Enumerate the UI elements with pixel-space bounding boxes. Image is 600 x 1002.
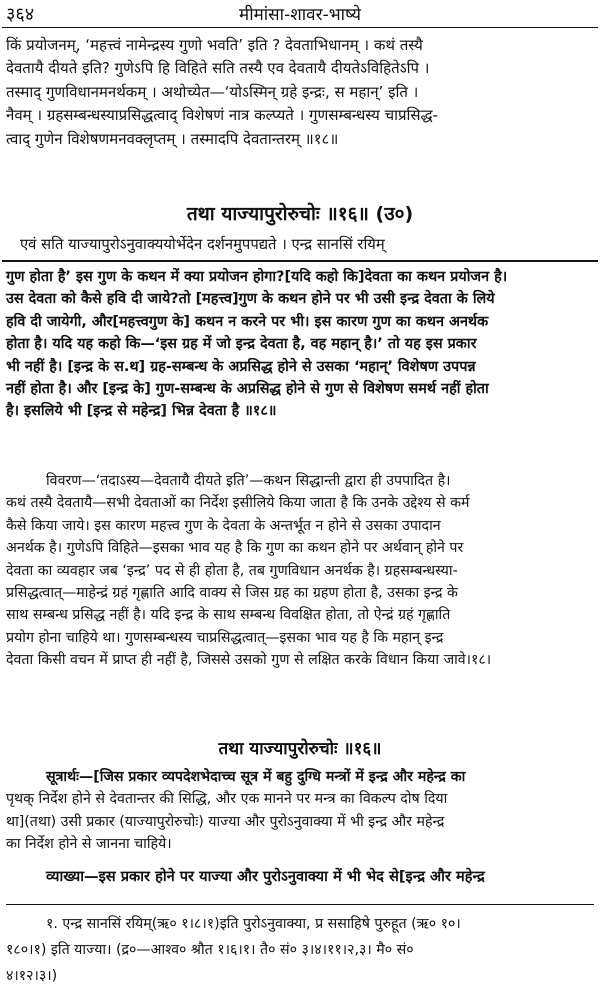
footnote-block [6,914,592,986]
footnote-line: १८०।१) इति याज्या। (द्र०—आश्व० श्रौत १।६।१। तै० सं० ३।४।११।२,३। मै० सं० [6,942,414,958]
translation-line: हवि दी जायेगी, और[महत्त्वगुण के] कथन न करने पर भी। इस कारण गुण का कथन अनर्थक [6,313,489,330]
sutra-repeat-heading: तथा याज्यापुरोरुचोः ॥१६॥ [218,739,382,759]
sanskrit-line: किं प्रयोजनम्, ‘महत्त्वं नामेन्द्रस्य गुणो भवति’ इति ? देवताभिधानम् । कथं तस्यै [6,36,423,54]
sutrartha-line: का निर्देश होने से जानना चाहिये। [6,836,172,853]
translation-line: गुण होता है’ इस गुण के कथन में क्या प्रयोजन होगा?[यदि कहो कि]देवता का कथन प्रयोजन है। [6,269,508,285]
sutra-heading: तथा याज्यापुरोरुचोः ॥१६॥ (उ०) [186,203,414,225]
vivarana-line: विवरण—‘तदाऽस्य—देवतायै दीयते इति’—कथन सिद्धान्ती द्वारा ही उपपादित है। [46,473,451,489]
running-title: मीमांसा-शावर-भाष्ये [239,5,361,25]
sanskrit-line: देवतायै दीयते इति? गुणेऽपि हि विहिते सति तस्यै एव देवतायै दीयतेऽविहितेऽपि । [6,59,430,78]
vivarana-line: कैसे किया जाये। इस कारण महत्त्व गुण के देवता के अन्तर्भूत न होने से उसका उपादान [6,517,441,534]
vivarana-line: साथ सम्बन्ध प्रसिद्ध नहीं है। यदि इन्द्र के साथ सम्बन्ध विवक्षित होता, तो ऐन्द्रं ग्रहं गृह्णाति [6,607,451,624]
hindi-translation-block [6,266,592,423]
sutrartha-block [6,766,592,856]
section-rule [2,260,598,262]
vivarana-line: देवता किसी वचन में प्राप्त ही नहीं है, जिससे उसको गुण से लक्षित करके विधान किया जावे।१८। [6,652,492,669]
vivarana-line: देवता का व्यवहार जब ‘इन्द्र’ पद से ही होता है, तब गुणविधान अनर्थक है। ग्रहसम्बन्धस्या- [6,562,458,579]
sutrartha-line: पृथक् निर्देश होने से देवतान्तर की सिद्धि, और एक मानने पर मन्त्र का विकल्प दोष दिया [6,791,448,808]
sutrartha-line: था](तथा) उसी प्रकार (याज्यापुरोरुचोः) याज्या और पुरोऽनुवाक्या में भी इन्द्र और महेन्द्र [6,813,445,830]
page-number: ३६४ [6,4,35,25]
sutra-bhashya-line: एवं सति याज्यापुरोऽनुवाक्ययोर्भेदेन दर्शनमुपपद्यते । एन्द्र सानसिं रयिम् [20,236,385,253]
translation-line: होता है। यदि यह कहो कि—‘इस ग्रह में जो इन्द्र देवता है, वह महान् है।’ तो यह इस प्रकार [6,336,477,353]
translation-line: नहीं होता है। और [इन्द्र के] गुण-सम्बन्ध के अप्रसिद्ध होने से गुण से विशेषण समर्थ नहीं होता [6,381,489,398]
page-header [0,0,600,26]
footnote-line: ४।१२।३।) [6,968,58,984]
sanskrit-line: तस्माद् गुणविधानमनर्थकम् । अथोच्येत—‘योऽस्मिन् ग्रहे इन्द्रः, स महान्’ इति । [6,82,419,101]
sanskrit-line: नैवम् । ग्रहसम्बन्धस्याप्रसिद्धत्वाद् विशेषणं नात्र कल्प्यते । गुणसम्बन्धस्य चाप्रसिद्ध- [6,106,438,125]
footnote-line: १. एन्द्र सानसिं रयिम्(ऋ० १।८।१)इति पुरोऽनुवाक्या, प्र ससाहिषे पुरुहूत (ऋ० १०। [46,916,461,932]
vivarana-line: प्रयोग होना चाहिये था। गुणसम्बन्धस्य चाप्रसिद्धत्वात्—इसका भाव यह है कि महान् इन्द्र [6,629,444,646]
vivarana-line: अनर्थक है। गुणेऽपि विहिते—इसका भाव यह है कि गुण का कथन होने पर अर्थवान् होने पर [6,540,464,557]
header-rule [2,27,598,28]
translation-line: उस देवता को कैसे हवि दी जाये?तो [महत्त्व]गुण के कथन होने पर भी उसी इन्द्र देवता के लिये [6,291,495,308]
sanskrit-bhashya-block [6,34,592,151]
vyakhya-line: व्याख्या—इस प्रकार होने पर याज्या और पुरोऽनुवाक्या में भी भेद से[इन्द्र और महेन्द्र [46,868,485,885]
vivarana-line: प्रसिद्धत्वात्—माहेन्द्रं ग्रहं गृह्णाति आदि वाक्य से जिस ग्रह का ग्रहण होता है, उसका इन्द्र के [6,585,458,602]
vivarana-line: कथं तस्यै देवतायै—सभी देवताओं का निर्देश इसीलिये किया जाता है कि उनके उद्देश्य से कर्म [6,495,470,512]
translation-line: भी नहीं है। [इन्द्र के स.थ] ग्रह-सम्बन्ध के अप्रसिद्ध होने से उसका ‘महान्’ विशेषण उपपन्न [6,358,476,375]
translation-line: है। इसलिये भी [इन्द्र से महेन्द्र] भिन्न देवता है ॥१८॥ [6,403,277,420]
footnote-rule [6,904,594,905]
vivarana-block [6,470,592,672]
sanskrit-line: त्वाद् गुणेन विशेषणमनवक्लृप्तम् । तस्मादपि देवतान्तरम् ॥१८॥ [6,129,339,148]
sutrartha-line: सूत्रार्थः—[जिस प्रकार व्यपदेशभेदाच्च सूत्र में बहु दुग्धि मन्त्रों में इन्द्र और महेन्द्र का [46,769,466,785]
